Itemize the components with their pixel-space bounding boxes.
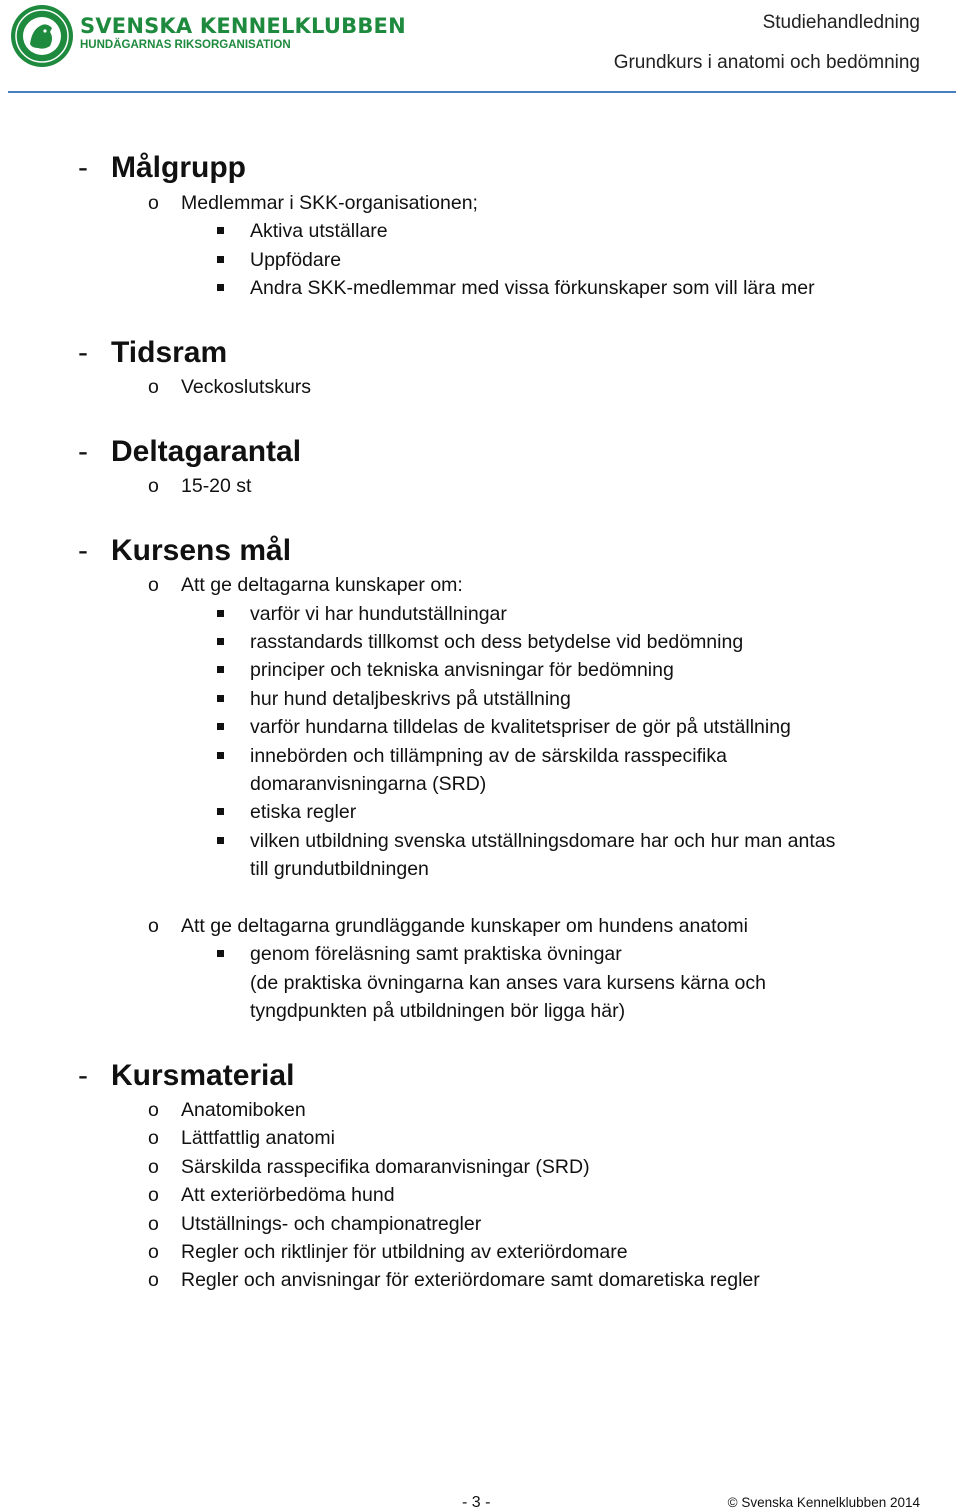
- circle-bullet: o: [148, 376, 159, 398]
- square-bullet-icon: [217, 284, 224, 291]
- sub-list-item-text: Aktiva utställare: [250, 220, 388, 242]
- list-item-text: Utställnings- och championatregler: [181, 1213, 482, 1235]
- sub-list-item-continuation: (de praktiska övningarna kan anses vara kursens kärna och: [250, 972, 766, 994]
- circle-bullet: o: [148, 1241, 159, 1263]
- page-number: - 3 -: [462, 1494, 491, 1511]
- list-item-text: Regler och riktlinjer för utbildning av exteriördomare: [181, 1241, 628, 1263]
- circle-bullet: o: [148, 475, 159, 497]
- skk-logo-seal-icon: [10, 4, 74, 68]
- square-bullet-icon: [217, 752, 224, 759]
- header-rule: [8, 91, 956, 93]
- square-bullet-icon: [217, 808, 224, 815]
- square-bullet-icon: [217, 666, 224, 673]
- square-bullet-icon: [217, 227, 224, 234]
- list-item-text: Lättfattlig anatomi: [181, 1127, 335, 1149]
- list-item-text: Att ge deltagarna kunskaper om:: [181, 574, 463, 596]
- page-header: [0, 0, 960, 92]
- dash-marker: -: [78, 435, 88, 468]
- list-item: [148, 1271, 760, 1291]
- dash-marker: -: [78, 534, 88, 567]
- section-heading-kursens-mal: [78, 536, 291, 566]
- list-item-text: Regler och anvisningar för exteriördomare samt domaretiska regler: [181, 1269, 760, 1291]
- course-title: Grundkurs i anatomi och bedömning: [613, 52, 920, 73]
- circle-bullet: o: [148, 192, 159, 214]
- dash-marker: -: [78, 336, 88, 369]
- list-item: [148, 1129, 335, 1149]
- heading-text: Deltagarantal: [111, 435, 302, 468]
- list-item: [148, 194, 478, 214]
- list-item-text: 15-20 st: [181, 475, 252, 497]
- heading-text: Kursens mål: [111, 534, 292, 567]
- document-type: Studiehandledning: [762, 12, 920, 33]
- list-item: [148, 1101, 306, 1121]
- list-item: [148, 576, 463, 596]
- sub-list-item-text: genom föreläsning samt praktiska övningar: [250, 943, 622, 965]
- circle-bullet: o: [148, 1184, 159, 1206]
- circle-bullet: o: [148, 1156, 159, 1178]
- sub-list-item-continuation: tyngdpunkten på utbildningen bör ligga här): [250, 1000, 626, 1022]
- circle-bullet: o: [148, 1213, 159, 1235]
- square-bullet-icon: [217, 950, 224, 957]
- list-item-text: Att ge deltagarna grundläggande kunskaper om hundens anatomi: [181, 915, 748, 937]
- section-heading-kursmaterial: [78, 1061, 294, 1091]
- section-heading-malgrupp: [78, 153, 246, 183]
- org-subtitle: HUNDÄGARNAS RIKSORGANISATION: [80, 39, 291, 51]
- sub-list-item-text: Uppfödare: [250, 249, 342, 271]
- heading-text: Tidsram: [111, 336, 228, 369]
- sub-list-item-text: varför vi har hundutställningar: [250, 603, 507, 625]
- dash-marker: -: [78, 151, 88, 184]
- list-item-text: Att exteriörbedöma hund: [181, 1184, 395, 1206]
- sub-list-item-text: Andra SKK-medlemmar med vissa förkunskaper som vill lära mer: [250, 277, 815, 299]
- section-heading-deltagarantal: [78, 437, 301, 467]
- list-item: [148, 917, 748, 937]
- list-item: [148, 1243, 628, 1263]
- circle-bullet: o: [148, 915, 159, 937]
- list-item: [148, 1158, 590, 1178]
- list-item-text: Medlemmar i SKK-organisationen;: [181, 192, 478, 214]
- list-item-text: Särskilda rasspecifika domaranvisningar (SRD): [181, 1156, 590, 1178]
- sub-list-item-continuation: till grundutbildningen: [250, 858, 429, 880]
- sub-list-item-text: principer och tekniska anvisningar för bedömning: [250, 659, 674, 681]
- square-bullet-icon: [217, 723, 224, 730]
- list-item: [148, 378, 311, 398]
- list-item-text: Veckoslutskurs: [181, 376, 312, 398]
- circle-bullet: o: [148, 574, 159, 596]
- square-bullet-icon: [217, 837, 224, 844]
- heading-text: Målgrupp: [111, 151, 246, 184]
- sub-list-item-text: hur hund detaljbeskrivs på utställning: [250, 688, 571, 710]
- heading-text: Kursmaterial: [111, 1059, 295, 1092]
- list-item: [148, 1186, 395, 1206]
- sub-list-item-text: innebörden och tillämpning av de särskilda rasspecifika: [250, 745, 727, 767]
- sub-list-item-continuation: domaranvisningarna (SRD): [250, 773, 487, 795]
- sub-list-item-text: vilken utbildning svenska utställningsdomare har och hur man antas: [250, 830, 836, 852]
- circle-bullet: o: [148, 1099, 159, 1121]
- section-heading-tidsram: [78, 338, 227, 368]
- square-bullet-icon: [217, 695, 224, 702]
- dash-marker: -: [78, 1059, 88, 1092]
- square-bullet-icon: [217, 256, 224, 263]
- list-item-text: Anatomiboken: [181, 1099, 306, 1121]
- square-bullet-icon: [217, 638, 224, 645]
- circle-bullet: o: [148, 1127, 159, 1149]
- org-name: SVENSKA KENNELKLUBBEN: [80, 14, 406, 38]
- list-item: [148, 477, 251, 497]
- list-item: [148, 1215, 481, 1235]
- sub-list-item-text: varför hundarna tilldelas de kvalitetspriser de gör på utställning: [250, 716, 791, 738]
- copyright-notice: © Svenska Kennelklubben 2014: [727, 1495, 920, 1510]
- sub-list-item-text: rasstandards tillkomst och dess betydelse vid bedömning: [250, 631, 744, 653]
- sub-list-item-text: etiska regler: [250, 801, 357, 823]
- square-bullet-icon: [217, 610, 224, 617]
- circle-bullet: o: [148, 1269, 159, 1291]
